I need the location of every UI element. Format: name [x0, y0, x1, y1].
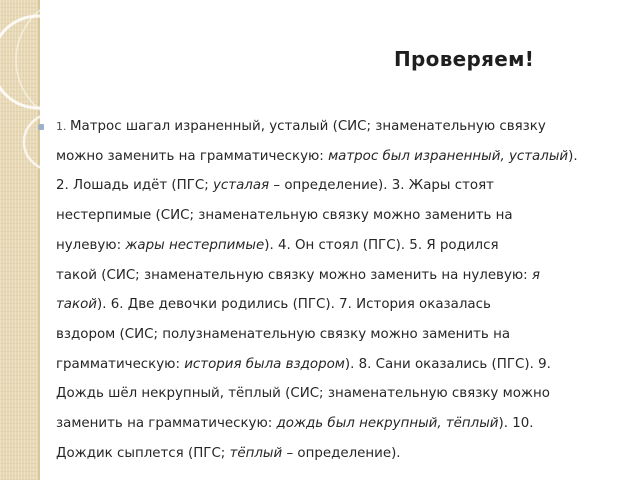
answer-text: [56, 112, 631, 468]
text-segment: ).: [568, 148, 578, 164]
text-line: [56, 171, 631, 201]
text-line: [56, 290, 631, 320]
text-segment: – определение). 3. Жары стоят: [269, 178, 494, 194]
text-segment: ). 4. Он стоял (ПГС). 5. Я родился: [264, 237, 499, 253]
text-segment: ). 8. Сани оказались (ПГС). 9.: [344, 356, 551, 372]
text-segment: такой (СИС; знаменательную связку можно заменить на нулевую:: [56, 267, 532, 283]
text-line: [56, 320, 631, 350]
text-segment: нестерпимые (СИС; знаменательную связку можно заменить на: [56, 208, 513, 224]
text-segment: ). 6. Две девочки родились (ПГС). 7. История оказалась: [97, 297, 491, 313]
italic-example: жары нестерпимые: [125, 237, 265, 253]
text-segment: можно заменить на грамматическую:: [56, 148, 329, 164]
text-segment: 2. Лошадь идёт (ПГС;: [56, 178, 213, 194]
text-segment: Матрос шагал израненный, усталый (СИС; знаменательную связку: [70, 119, 546, 134]
text-line: [56, 350, 631, 380]
italic-example: история была вздором: [184, 356, 345, 372]
text-line: [56, 409, 631, 439]
answer-lines: [56, 112, 631, 468]
text-segment: – определение).: [282, 445, 401, 461]
text-line: [56, 142, 631, 172]
text-segment: Дождь шёл некрупный, тёплый (СИС; знаменательную связку можно: [56, 386, 550, 402]
text-line: [56, 112, 631, 142]
bullet-marker: [38, 124, 44, 130]
italic-example: я: [531, 267, 540, 283]
text-segment: Дождик сыплется (ПГС;: [56, 445, 230, 461]
text-segment: грамматическую:: [56, 356, 185, 372]
text-line: [56, 261, 631, 291]
text-segment: ). 10.: [498, 416, 534, 432]
text-line: [56, 439, 631, 469]
text-segment: нулевую:: [56, 237, 126, 253]
page-title: Проверяем!: [394, 47, 535, 71]
text-segment: 1.: [56, 120, 70, 133]
italic-example: тёплый: [229, 445, 283, 461]
italic-example: усталая: [213, 178, 270, 194]
text-segment: заменить на грамматическую:: [56, 416, 277, 432]
text-line: [56, 231, 631, 261]
text-line: [56, 201, 631, 231]
text-line: [56, 379, 631, 409]
italic-example: матрос был израненный, усталый: [328, 148, 569, 164]
italic-example: такой: [56, 297, 97, 313]
text-segment: вздором (СИС; полузнаменательную связку можно заменить на: [56, 326, 511, 342]
italic-example: дождь был некрупный, тёплый: [276, 416, 499, 432]
